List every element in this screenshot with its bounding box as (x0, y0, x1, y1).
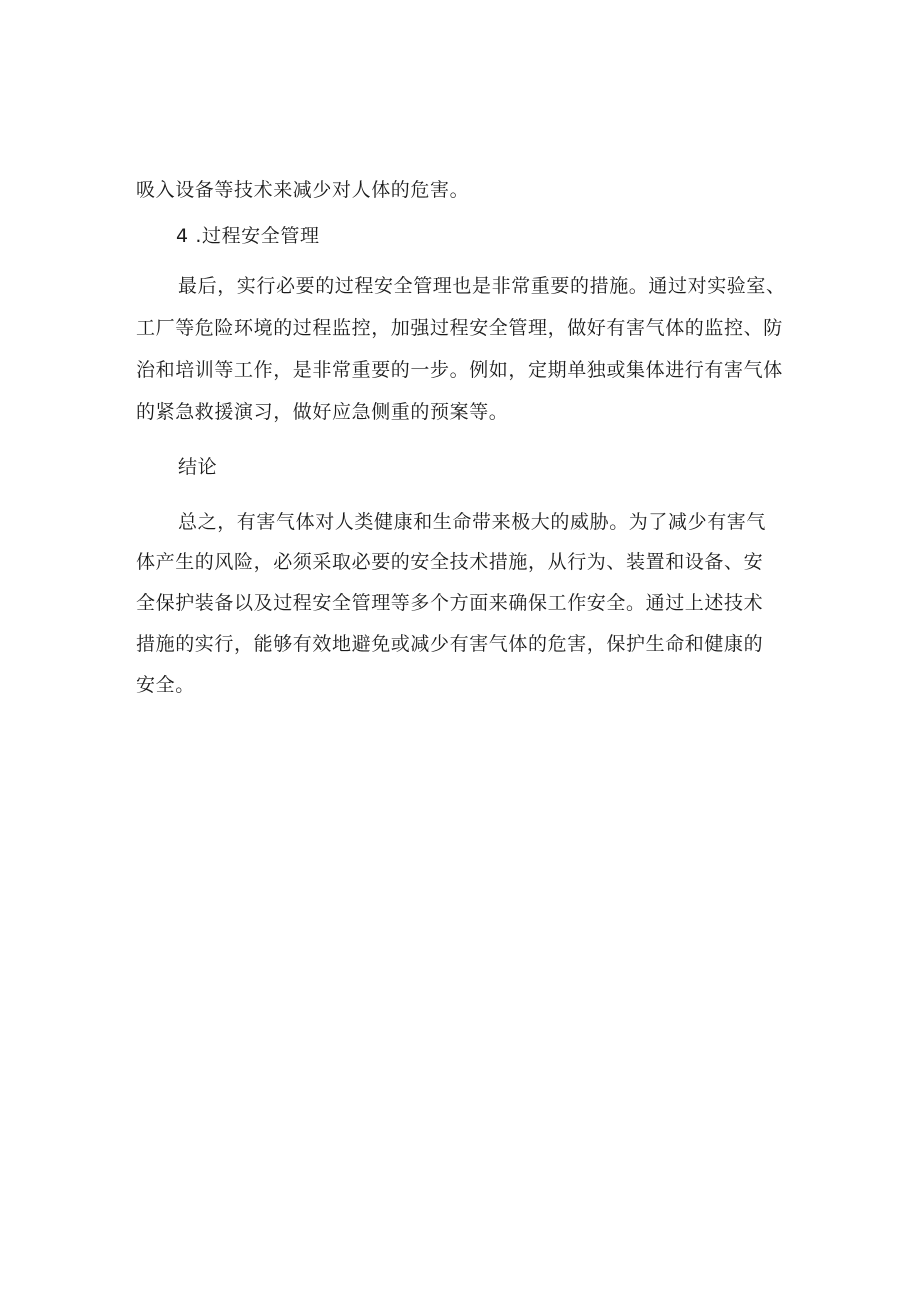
section-heading-process-safety: 4 .过程安全管理 (176, 225, 320, 247)
paragraph-line: 吸入设备等技术来减少对人体的危害。 (136, 179, 470, 201)
paragraph-line: 体产生的风险，必须采取必要的安全技术措施，从行为、装置和设备、安 (136, 551, 764, 573)
paragraph-line: 工厂等危险环境的过程监控，加强过程安全管理，做好有害气体的监控、防 (136, 317, 783, 339)
paragraph-line: 总之，有害气体对人类健康和生命带来极大的威胁。为了减少有害气 (178, 511, 767, 533)
paragraph-line: 全保护装备以及过程安全管理等多个方面来确保工作安全。通过上述技术 (136, 592, 764, 614)
paragraph-line: 最后，实行必要的过程安全管理也是非常重要的措施。通过对实验室、 (178, 275, 786, 297)
paragraph-line: 安全。 (136, 674, 195, 696)
paragraph-line: 措施的实行，能够有效地避免或减少有害气体的危害，保护生命和健康的 (136, 633, 764, 655)
section-heading-conclusion: 结论 (178, 456, 218, 478)
paragraph-line: 的紧急救援演习，做好应急侧重的预案等。 (136, 401, 509, 423)
paragraph-line: 治和培训等工作，是非常重要的一步。例如，定期单独或集体进行有害气体 (136, 359, 783, 381)
